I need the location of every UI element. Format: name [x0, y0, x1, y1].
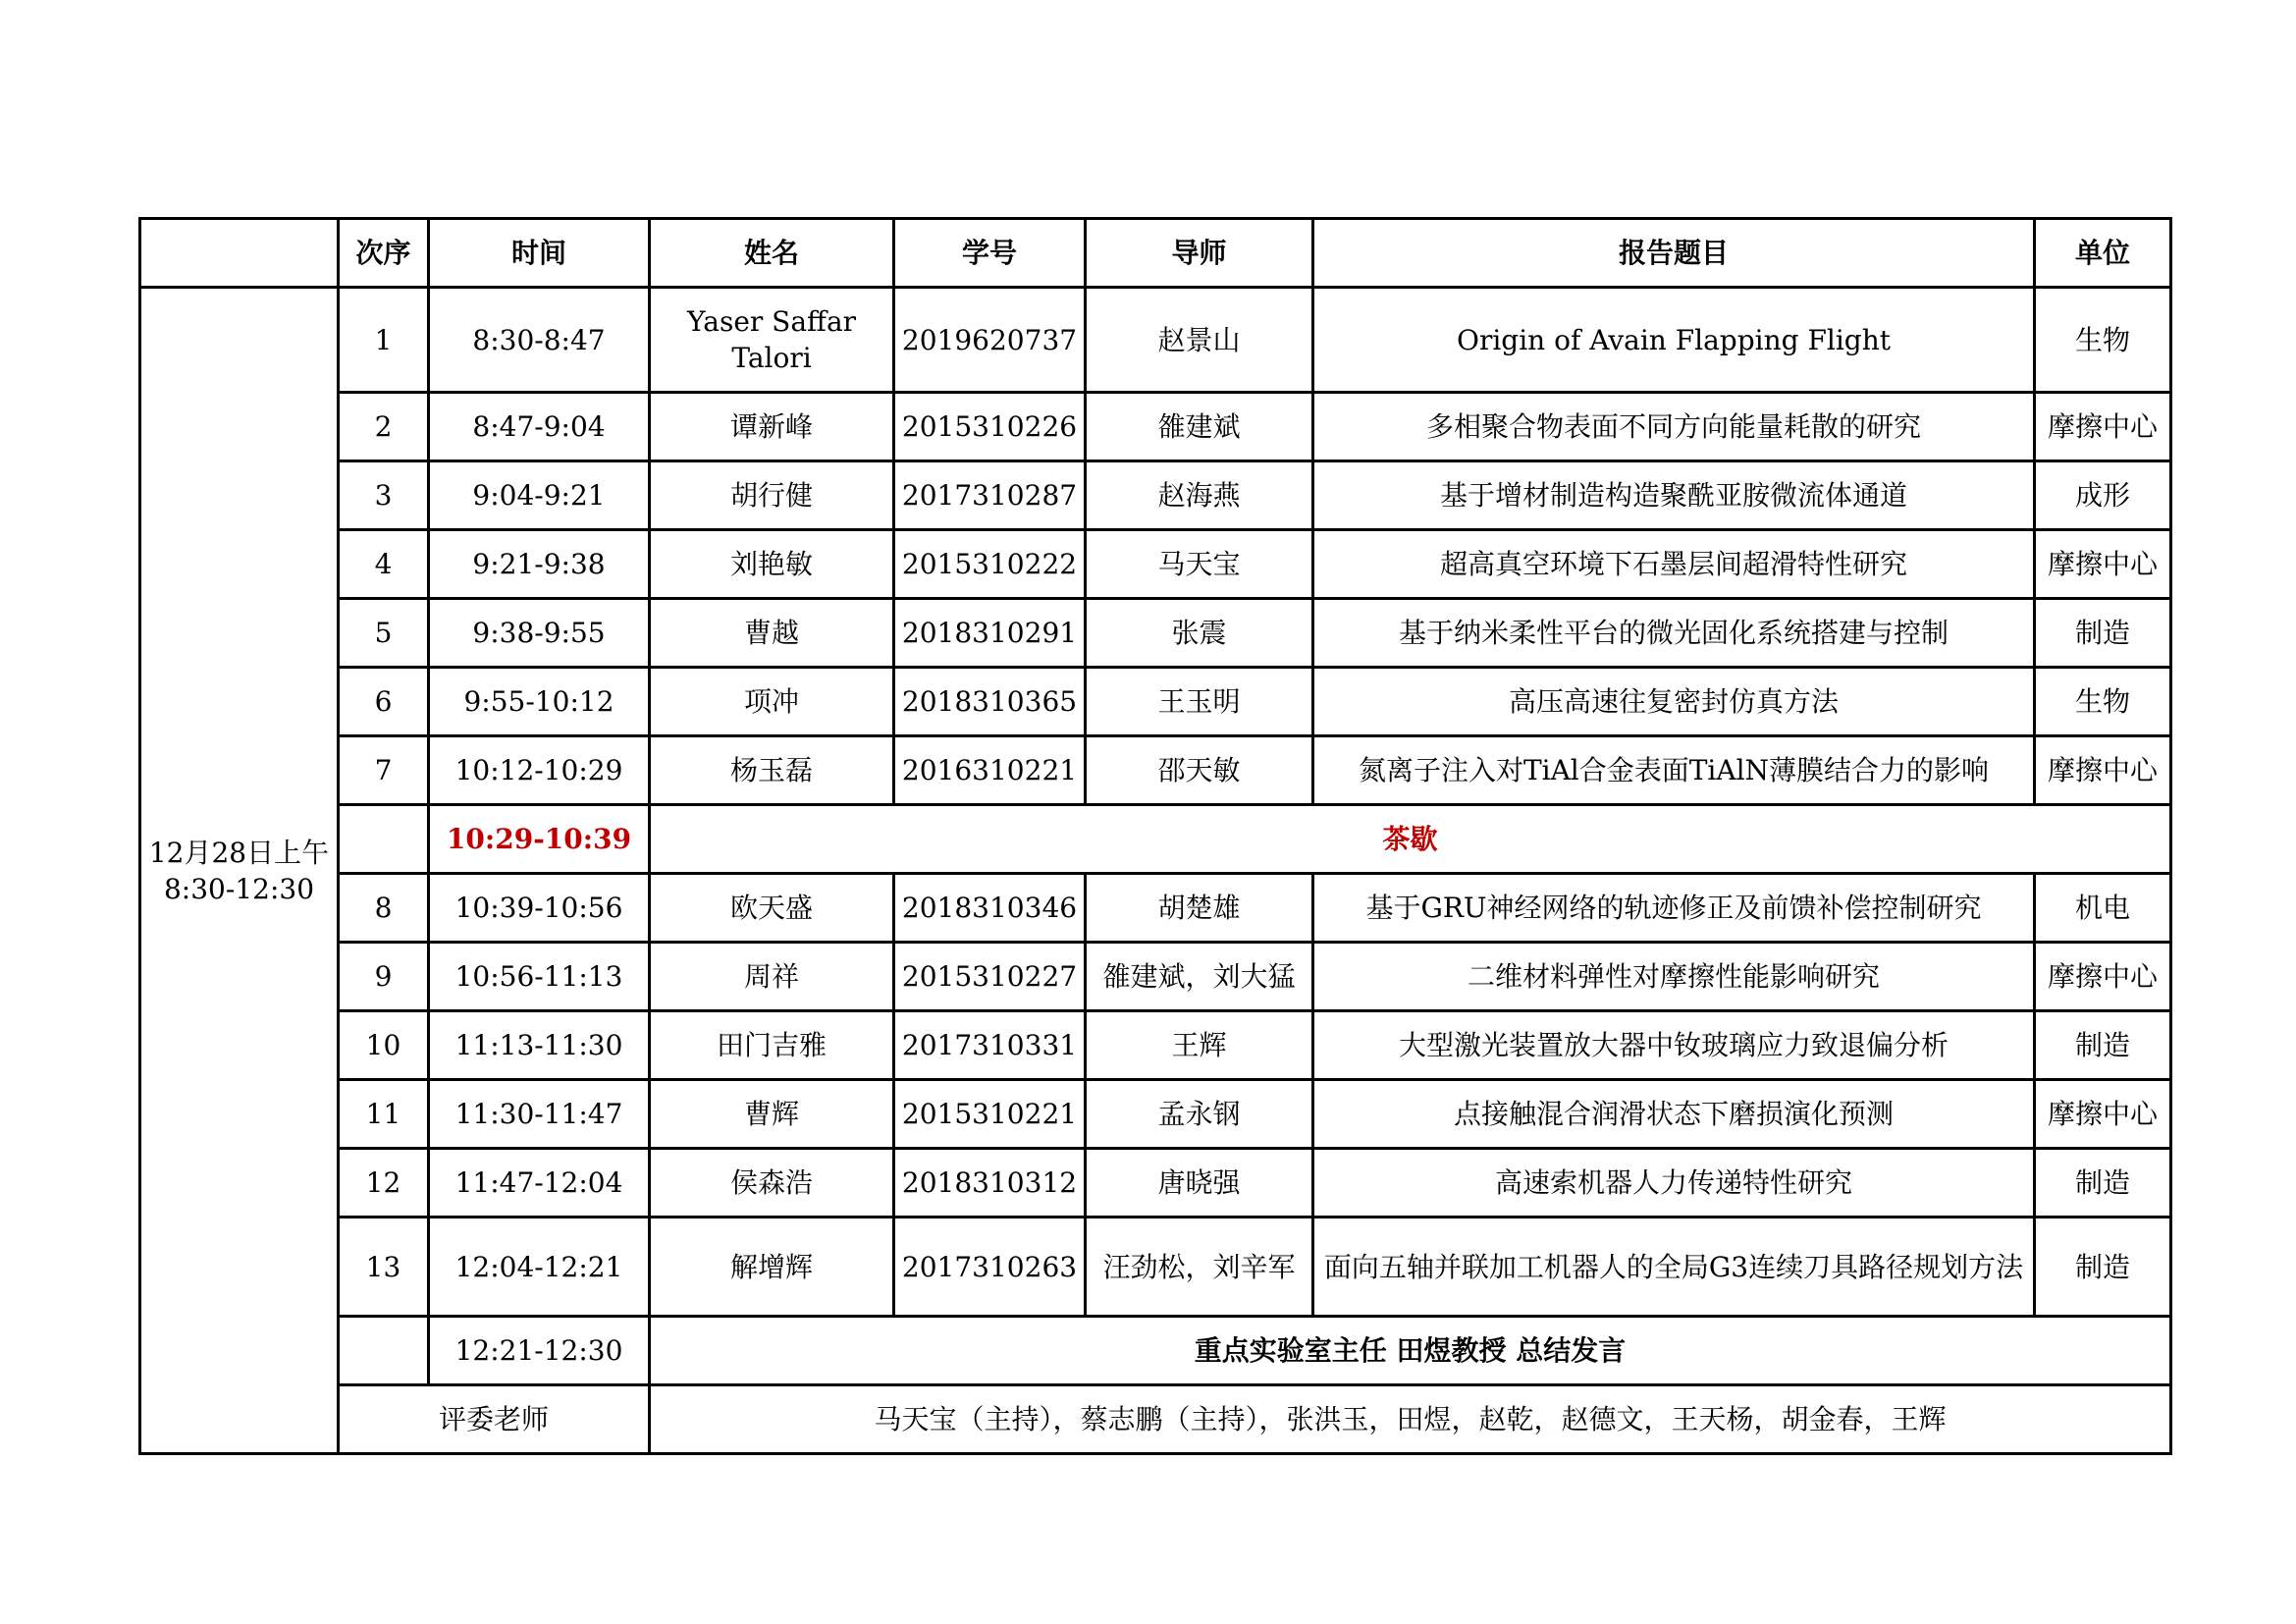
- judges-label: 评委老师: [339, 1385, 650, 1454]
- student-id-cell: 2017310263: [894, 1218, 1086, 1317]
- judges-row: [140, 1385, 2171, 1454]
- report-title-cell: Origin of Avain Flapping Flight: [1313, 288, 2035, 393]
- unit-cell: 制造: [2035, 1218, 2171, 1317]
- unit-cell: 生物: [2035, 668, 2171, 736]
- header-session: [140, 219, 339, 288]
- name-cell: 曹辉: [650, 1080, 894, 1149]
- report-title-cell: 二维材料弹性对摩擦性能影响研究: [1313, 943, 2035, 1011]
- time-cell: 11:47-12:04: [429, 1149, 650, 1218]
- advisor-cell: 孟永钢: [1086, 1080, 1313, 1149]
- time-cell: 10:12-10:29: [429, 736, 650, 805]
- table-row: [140, 393, 2171, 461]
- summary-row: [140, 1317, 2171, 1385]
- name-cell: 解增辉: [650, 1218, 894, 1317]
- student-id-cell: 2015310226: [894, 393, 1086, 461]
- report-title-cell: 点接触混合润滑状态下磨损演化预测: [1313, 1080, 2035, 1149]
- unit-cell: 摩擦中心: [2035, 736, 2171, 805]
- table-row: [140, 530, 2171, 599]
- seq-cell: 11: [339, 1080, 429, 1149]
- header-time: 时间: [429, 219, 650, 288]
- student-id-cell: 2017310331: [894, 1011, 1086, 1080]
- unit-cell: 制造: [2035, 1011, 2171, 1080]
- time-cell: 10:39-10:56: [429, 874, 650, 943]
- student-id-cell: 2018310365: [894, 668, 1086, 736]
- advisor-cell: 唐晓强: [1086, 1149, 1313, 1218]
- seq-cell: 9: [339, 943, 429, 1011]
- name-cell: 胡行健: [650, 461, 894, 530]
- student-id-cell: 2015310222: [894, 530, 1086, 599]
- report-title-cell: 基于GRU神经网络的轨迹修正及前馈补偿控制研究: [1313, 874, 2035, 943]
- summary-seq-cell: [339, 1317, 429, 1385]
- seq-cell: 12: [339, 1149, 429, 1218]
- advisor-cell: 王辉: [1086, 1011, 1313, 1080]
- advisor-cell: 胡楚雄: [1086, 874, 1313, 943]
- advisor-cell: 雒建斌: [1086, 393, 1313, 461]
- time-cell: 9:55-10:12: [429, 668, 650, 736]
- seq-cell: 6: [339, 668, 429, 736]
- student-id-cell: 2015310227: [894, 943, 1086, 1011]
- session-time: 8:30-12:30: [163, 872, 315, 905]
- seq-cell: 2: [339, 393, 429, 461]
- report-title-cell: 基于增材制造构造聚酰亚胺微流体通道: [1313, 461, 2035, 530]
- unit-cell: 摩擦中心: [2035, 530, 2171, 599]
- table-row: [140, 943, 2171, 1011]
- session-date: 12月28日上午: [148, 836, 330, 869]
- student-id-cell: 2018310346: [894, 874, 1086, 943]
- header-seq: 次序: [339, 219, 429, 288]
- report-title-cell: 面向五轴并联加工机器人的全局G3连续刀具路径规划方法: [1313, 1218, 2035, 1317]
- table-row: [140, 1080, 2171, 1149]
- student-id-cell: 2018310312: [894, 1149, 1086, 1218]
- table-row: [140, 288, 2171, 393]
- table-row: [140, 599, 2171, 668]
- seq-cell: 5: [339, 599, 429, 668]
- time-cell: 8:30-8:47: [429, 288, 650, 393]
- report-title-cell: 高速索机器人力传递特性研究: [1313, 1149, 2035, 1218]
- time-cell: 9:38-9:55: [429, 599, 650, 668]
- unit-cell: 摩擦中心: [2035, 1080, 2171, 1149]
- seq-cell: 4: [339, 530, 429, 599]
- seq-cell: 1: [339, 288, 429, 393]
- advisor-cell: 王玉明: [1086, 668, 1313, 736]
- report-title-cell: 基于纳米柔性平台的微光固化系统搭建与控制: [1313, 599, 2035, 668]
- header-row: [140, 219, 2171, 288]
- judges-names: 马天宝（主持），蔡志鹏（主持），张洪玉，田煜，赵乾，赵德文，王天杨，胡金春，王辉: [650, 1385, 2171, 1454]
- advisor-cell: 邵天敏: [1086, 736, 1313, 805]
- summary-label: 重点实验室主任 田煜教授 总结发言: [650, 1317, 2171, 1385]
- report-title-cell: 氮离子注入对TiAl合金表面TiAlN薄膜结合力的影响: [1313, 736, 2035, 805]
- report-title-cell: 高压高速往复密封仿真方法: [1313, 668, 2035, 736]
- seq-cell: 10: [339, 1011, 429, 1080]
- header-student-id: 学号: [894, 219, 1086, 288]
- student-id-cell: 2017310287: [894, 461, 1086, 530]
- name-cell: 杨玉磊: [650, 736, 894, 805]
- unit-cell: 机电: [2035, 874, 2171, 943]
- header-name: 姓名: [650, 219, 894, 288]
- student-id-cell: 2019620737: [894, 288, 1086, 393]
- seq-cell: 8: [339, 874, 429, 943]
- name-cell: 项冲: [650, 668, 894, 736]
- unit-cell: 摩擦中心: [2035, 393, 2171, 461]
- advisor-cell: 汪劲松，刘辛军: [1086, 1218, 1313, 1317]
- summary-time-cell: 12:21-12:30: [429, 1317, 650, 1385]
- seq-cell: 7: [339, 736, 429, 805]
- time-cell: 10:56-11:13: [429, 943, 650, 1011]
- advisor-cell: 雒建斌，刘大猛: [1086, 943, 1313, 1011]
- report-title-cell: 多相聚合物表面不同方向能量耗散的研究: [1313, 393, 2035, 461]
- break-seq-cell: [339, 805, 429, 874]
- report-title-cell: 超高真空环境下石墨层间超滑特性研究: [1313, 530, 2035, 599]
- seq-cell: 13: [339, 1218, 429, 1317]
- table-row: [140, 461, 2171, 530]
- time-cell: 8:47-9:04: [429, 393, 650, 461]
- schedule-table: [138, 217, 2172, 1455]
- name-cell: 周祥: [650, 943, 894, 1011]
- time-cell: 12:04-12:21: [429, 1218, 650, 1317]
- time-cell: 9:04-9:21: [429, 461, 650, 530]
- break-row: [140, 805, 2171, 874]
- seq-cell: 3: [339, 461, 429, 530]
- table-row: [140, 1218, 2171, 1317]
- session-cell: [140, 288, 339, 1454]
- header-report-title: 报告题目: [1313, 219, 2035, 288]
- time-cell: 11:13-11:30: [429, 1011, 650, 1080]
- unit-cell: 制造: [2035, 1149, 2171, 1218]
- table-row: [140, 668, 2171, 736]
- name-cell: 刘艳敏: [650, 530, 894, 599]
- name-cell: 侯森浩: [650, 1149, 894, 1218]
- break-label: 茶歇: [650, 805, 2171, 874]
- name-cell: 曹越: [650, 599, 894, 668]
- student-id-cell: 2015310221: [894, 1080, 1086, 1149]
- table-row: [140, 874, 2171, 943]
- name-cell: 欧天盛: [650, 874, 894, 943]
- table-row: [140, 1149, 2171, 1218]
- header-unit: 单位: [2035, 219, 2171, 288]
- name-cell: 谭新峰: [650, 393, 894, 461]
- time-cell: 9:21-9:38: [429, 530, 650, 599]
- name-cell: 田门吉雅: [650, 1011, 894, 1080]
- advisor-cell: 张震: [1086, 599, 1313, 668]
- time-cell: 11:30-11:47: [429, 1080, 650, 1149]
- report-title-cell: 大型激光装置放大器中钕玻璃应力致退偏分析: [1313, 1011, 2035, 1080]
- unit-cell: 摩擦中心: [2035, 943, 2171, 1011]
- student-id-cell: 2018310291: [894, 599, 1086, 668]
- table-row: [140, 1011, 2171, 1080]
- advisor-cell: 赵景山: [1086, 288, 1313, 393]
- unit-cell: 成形: [2035, 461, 2171, 530]
- unit-cell: 生物: [2035, 288, 2171, 393]
- table-row: [140, 736, 2171, 805]
- student-id-cell: 2016310221: [894, 736, 1086, 805]
- break-time-cell: 10:29-10:39: [429, 805, 650, 874]
- advisor-cell: 赵海燕: [1086, 461, 1313, 530]
- advisor-cell: 马天宝: [1086, 530, 1313, 599]
- unit-cell: 制造: [2035, 599, 2171, 668]
- name-cell: Yaser Saffar Talori: [650, 288, 894, 393]
- header-advisor: 导师: [1086, 219, 1313, 288]
